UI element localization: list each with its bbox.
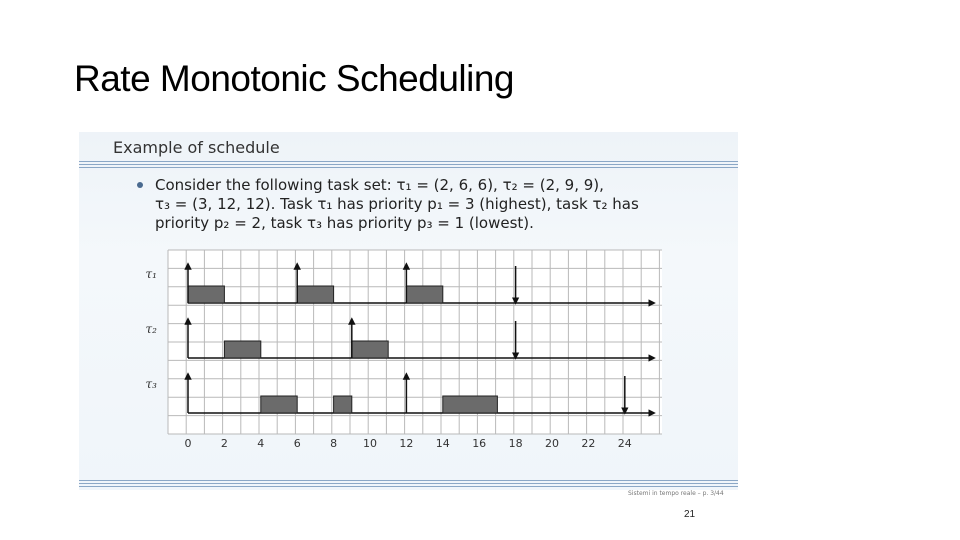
x-tick-label: 18	[508, 437, 523, 450]
x-tick-label: 6	[293, 437, 301, 450]
slide-title: Rate Monotonic Scheduling	[74, 58, 515, 99]
execution-block	[224, 341, 260, 358]
footer-rule	[79, 480, 738, 481]
x-tick-label: 4	[257, 437, 265, 450]
x-tick-label: 24	[617, 437, 632, 450]
page-number: 21	[684, 509, 696, 520]
task-label: τ₃	[145, 377, 157, 391]
execution-block	[443, 396, 498, 413]
bullet-line: Consider the following task set: τ₁ = (2, 6, 6), τ₂ = (2, 9, 9),	[155, 176, 604, 194]
execution-block	[352, 341, 388, 358]
x-tick-label: 10	[363, 437, 377, 450]
x-tick-label: 12	[399, 437, 414, 450]
embedded-heading: Example of schedule	[113, 138, 280, 157]
embedded-footer: Sistemi in tempo reale – p. 3/44	[628, 490, 724, 497]
execution-block	[334, 396, 352, 413]
x-tick-label: 8	[330, 437, 338, 450]
x-tick-label: 20	[545, 437, 559, 450]
bullet-line: priority p₂ = 2, task τ₃ has priority p₃ = 1 (lowest).	[155, 214, 534, 232]
footer-rule	[79, 483, 738, 484]
x-tick-label: 16	[472, 437, 487, 450]
bullet-line: τ₃ = (3, 12, 12). Task τ₁ has priority p₁ = 3 (highest), task τ₂ has	[155, 195, 639, 213]
execution-block	[297, 286, 333, 303]
x-tick-label: 0	[184, 437, 192, 450]
task-label: τ₂	[145, 322, 157, 336]
x-tick-label: 14	[435, 437, 450, 450]
x-tick-label: 22	[581, 437, 596, 450]
execution-block	[188, 286, 224, 303]
task-label: τ₁	[145, 267, 157, 281]
footer-rule	[79, 486, 738, 487]
execution-block	[261, 396, 297, 413]
x-tick-label: 2	[220, 437, 228, 450]
schedule-chart	[79, 132, 738, 490]
embedded-slide-image	[79, 132, 738, 490]
execution-block	[406, 286, 442, 303]
